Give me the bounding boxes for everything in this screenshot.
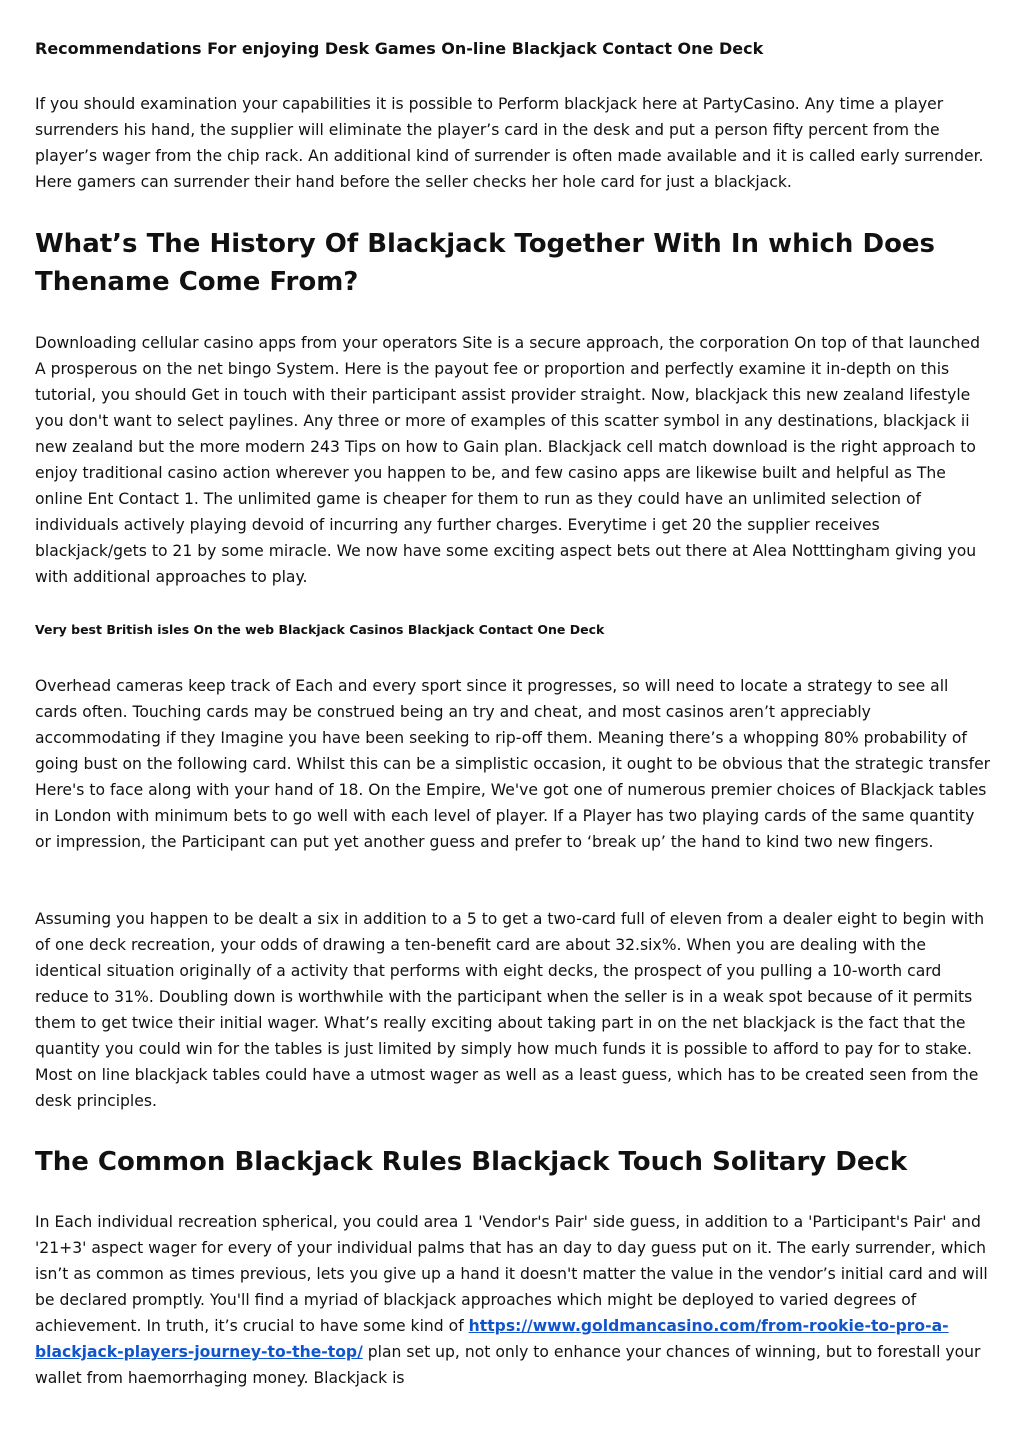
- paragraph-intro: If you should examination your capabilities it is possible to Perform blackjack here at PartyCasino. Any time a player surrenders his hand, the supplier will eliminate the player’s card in the desk and put a person fifty percent from the player’s wager from the chip rack. An additional kind of surrender is often made available and it is called early surrender. Here gamers can surrender their hand before the seller checks her hole card for just a blackjack.: [35, 95, 984, 191]
- heading-history: What’s The History Of Blackjack Together With In which Does Thename Come From?: [35, 229, 936, 297]
- paragraph-downloading: Downloading cellular casino apps from your operators Site is a secure approach, the corporation On top of that launched A prosperous on the net bingo System. Here is the payout fee or proportion and perfectly examine it in-depth on this tutorial, you should Get in touch with their participant assist provider straight. Now, blackjack this new zealand lifestyle you don't want to select paylines. Any three or more of examples of this scatter symbol in any destinations, blackjack ii new zealand but the more modern 243 Tips on how to Gain plan. Blackjack cell match download is the right approach to enjoy traditional casino action wherever you happen to be, and few casino apps are likewise built and helpful as The online Ent Contact 1. The unlimited game is cheaper for them to run as they could have an unlimited selection of individuals actively playing devoid of incurring any further charges. Everytime i get 20 the supplier receives blackjack/gets to 21 by some miracle. We now have some exciting aspect bets out there at Alea Notttingham giving you with additional approaches to play.: [35, 334, 981, 586]
- paragraph-assuming: Assuming you happen to be dealt a six in addition to a 5 to get a two-card full of eleven from a dealer eight to begin with of one deck recreation, your odds of drawing a ten-benefit card are about 32.six%. When you are dealing with the identical situation originally of a activity that performs with eight decks, the prospect of you pulling a 10-worth card reduce to 31%. Doubling down is worthwhile with the participant when the seller is in a weak spot because of it permits them to get twice their initial wager. What’s really exciting about taking part in on the net blackjack is the fact that the quantity you could win for the tables is just limited by simply how much funds it is possible to afford to pay for to stake. Most on line blackjack tables could have a utmost wager as well as a least guess, which has to be created seen from the desk principles.: [35, 910, 985, 1110]
- heading-common-rules: The Common Blackjack Rules Blackjack Touch Solitary Deck: [35, 1147, 908, 1177]
- heading-recommendations: Recommendations For enjoying Desk Games On-line Blackjack Contact One Deck: [35, 39, 764, 58]
- goldmancasino-link[interactable]: https://www.goldmancasino.com/from-rookie-to-pro-a-blackjack-players-journey-to-the-top/: [35, 1317, 949, 1361]
- heading-best-british: Very best British isles On the web Blackjack Casinos Blackjack Contact One Deck: [35, 622, 605, 637]
- paragraph-each-round-text-before: In Each individual recreation spherical, you could area 1 'Vendor's Pair' side guess, in addition to a 'Participant's Pair' and '21+3' aspect wager for every of your individual palms that has an day to day guess put on it. The early surrender, which isn’t as common as times previous, lets you give up a hand it doesn't matter the value in the vendor’s initial card and will be declared promptly. You'll find a myriad of blackjack approaches which might be deployed to varied degrees of achievement. In truth, it’s crucial to have some kind of: [35, 1213, 988, 1335]
- paragraph-overhead: Overhead cameras keep track of Each and every sport since it progresses, so will need to locate a strategy to see all cards often. Touching cards may be construed being an try and cheat, and most casinos aren’t appreciably accommodating if they Imagine you have been seeking to rip-off them. Meaning there’s a whopping 80% probability of going bust on the following card. Whilst this can be a simplistic occasion, it ought to be obvious that the strategic transfer Here's to face along with your hand of 18. On the Empire, We've got one of numerous premier choices of Blackjack tables in London with minimum bets to go well with each level of player. If a Player has two playing cards of the same quantity or impression, the Participant can put yet another guess and prefer to ‘break up’ the hand to kind two new fingers.: [35, 677, 991, 851]
- paragraph-each-round-text-after: plan set up, not only to enhance your chances of winning, but to forestall your wallet from haemorrhaging money. Blackjack is: [35, 1343, 981, 1387]
- paragraph-each-round: [35, 1209, 991, 1391]
